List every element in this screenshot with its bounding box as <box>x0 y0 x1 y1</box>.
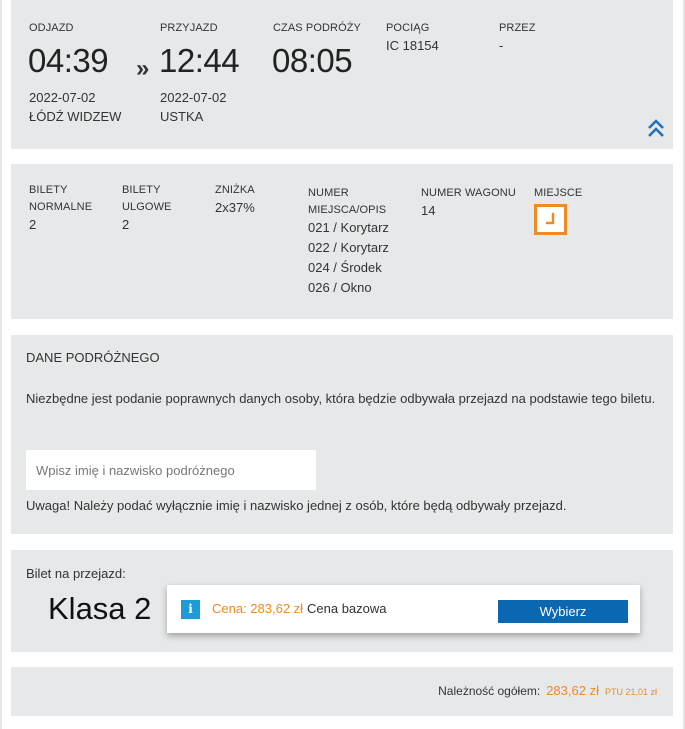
passenger-section-title: DANE PODRÓŻNEGO <box>26 350 160 365</box>
normal-tickets-label-2: NORMALNE <box>29 201 93 213</box>
class-label: Klasa 2 <box>48 591 152 626</box>
passenger-info-text: Niezbędne jest podanie poprawnych danych osoby, która będzie odbywała przejazd na podstawie tego biletu. <box>26 391 656 406</box>
seat-entry: 026 / Okno <box>308 280 372 295</box>
reduced-tickets-label-2: ULGOWE <box>122 201 172 213</box>
info-icon: i <box>181 600 200 619</box>
train-number: IC 18154 <box>386 38 439 53</box>
discount-label: ZNIŻKA <box>215 184 255 196</box>
arrival-station: USTKA <box>160 109 204 124</box>
arrival-label: PRZYJAZD <box>160 22 218 34</box>
arrival-time: 12:44 <box>159 42 240 79</box>
wagon-label: NUMER WAGONU <box>421 187 516 199</box>
total-amount: 283,62 zł <box>546 683 599 698</box>
offer-card <box>167 585 640 633</box>
normal-tickets-label: BILETY <box>29 184 68 196</box>
total-panel <box>11 667 673 716</box>
seat-number-label-2: MIEJSCA/OPIS <box>308 204 387 216</box>
ticket-label: Bilet na przejazd: <box>26 566 126 581</box>
wagon-number: 14 <box>421 203 436 218</box>
seat-icon <box>543 212 559 228</box>
reduced-tickets-label: BILETY <box>122 184 161 196</box>
collapse-chevron-up-icon[interactable] <box>647 118 665 140</box>
via-value: - <box>499 38 504 53</box>
offer-price: Cena: 283,62 zł <box>212 601 304 616</box>
passenger-panel <box>11 335 673 534</box>
seat-map-button[interactable] <box>534 204 567 235</box>
passenger-warning-text: Uwaga! Należy podać wyłącznie imię i nazwisko jednej z osób, które będą odbywały przejazd. <box>26 498 567 513</box>
tickets-panel <box>11 164 673 319</box>
reduced-tickets-count: 2 <box>122 217 130 232</box>
vat-amount: PTU 21,01 zł <box>604 687 657 697</box>
duration-value: 08:05 <box>272 42 353 79</box>
select-button[interactable]: Wybierz <box>498 600 628 623</box>
offer-price-type: Cena bazowa <box>307 601 387 616</box>
seat-entry: 024 / Środek <box>308 260 382 275</box>
passenger-name-input[interactable] <box>26 450 316 490</box>
seat-number-label: NUMER <box>308 187 349 199</box>
duration-label: CZAS PODRÓŻY <box>273 22 361 34</box>
journey-panel <box>11 0 673 149</box>
seat-map-label: MIEJSCE <box>534 187 583 199</box>
direction-arrow-icon: » <box>136 55 150 82</box>
departure-station: ŁÓDŹ WIDZEW <box>29 109 122 124</box>
train-label: POCIĄG <box>386 22 430 34</box>
ticket-offer-panel <box>11 550 673 652</box>
normal-tickets-count: 2 <box>29 217 37 232</box>
departure-date: 2022-07-02 <box>29 90 96 105</box>
departure-label: ODJAZD <box>29 22 74 34</box>
total-row <box>438 683 657 698</box>
seat-entry: 021 / Korytarz <box>308 220 389 235</box>
departure-time: 04:39 <box>28 42 109 79</box>
discount-value: 2x37% <box>215 200 255 215</box>
arrival-date: 2022-07-02 <box>160 90 227 105</box>
via-label: PRZEZ <box>499 22 536 34</box>
seat-entry: 022 / Korytarz <box>308 240 389 255</box>
total-label: Należność ogółem: <box>438 684 541 698</box>
